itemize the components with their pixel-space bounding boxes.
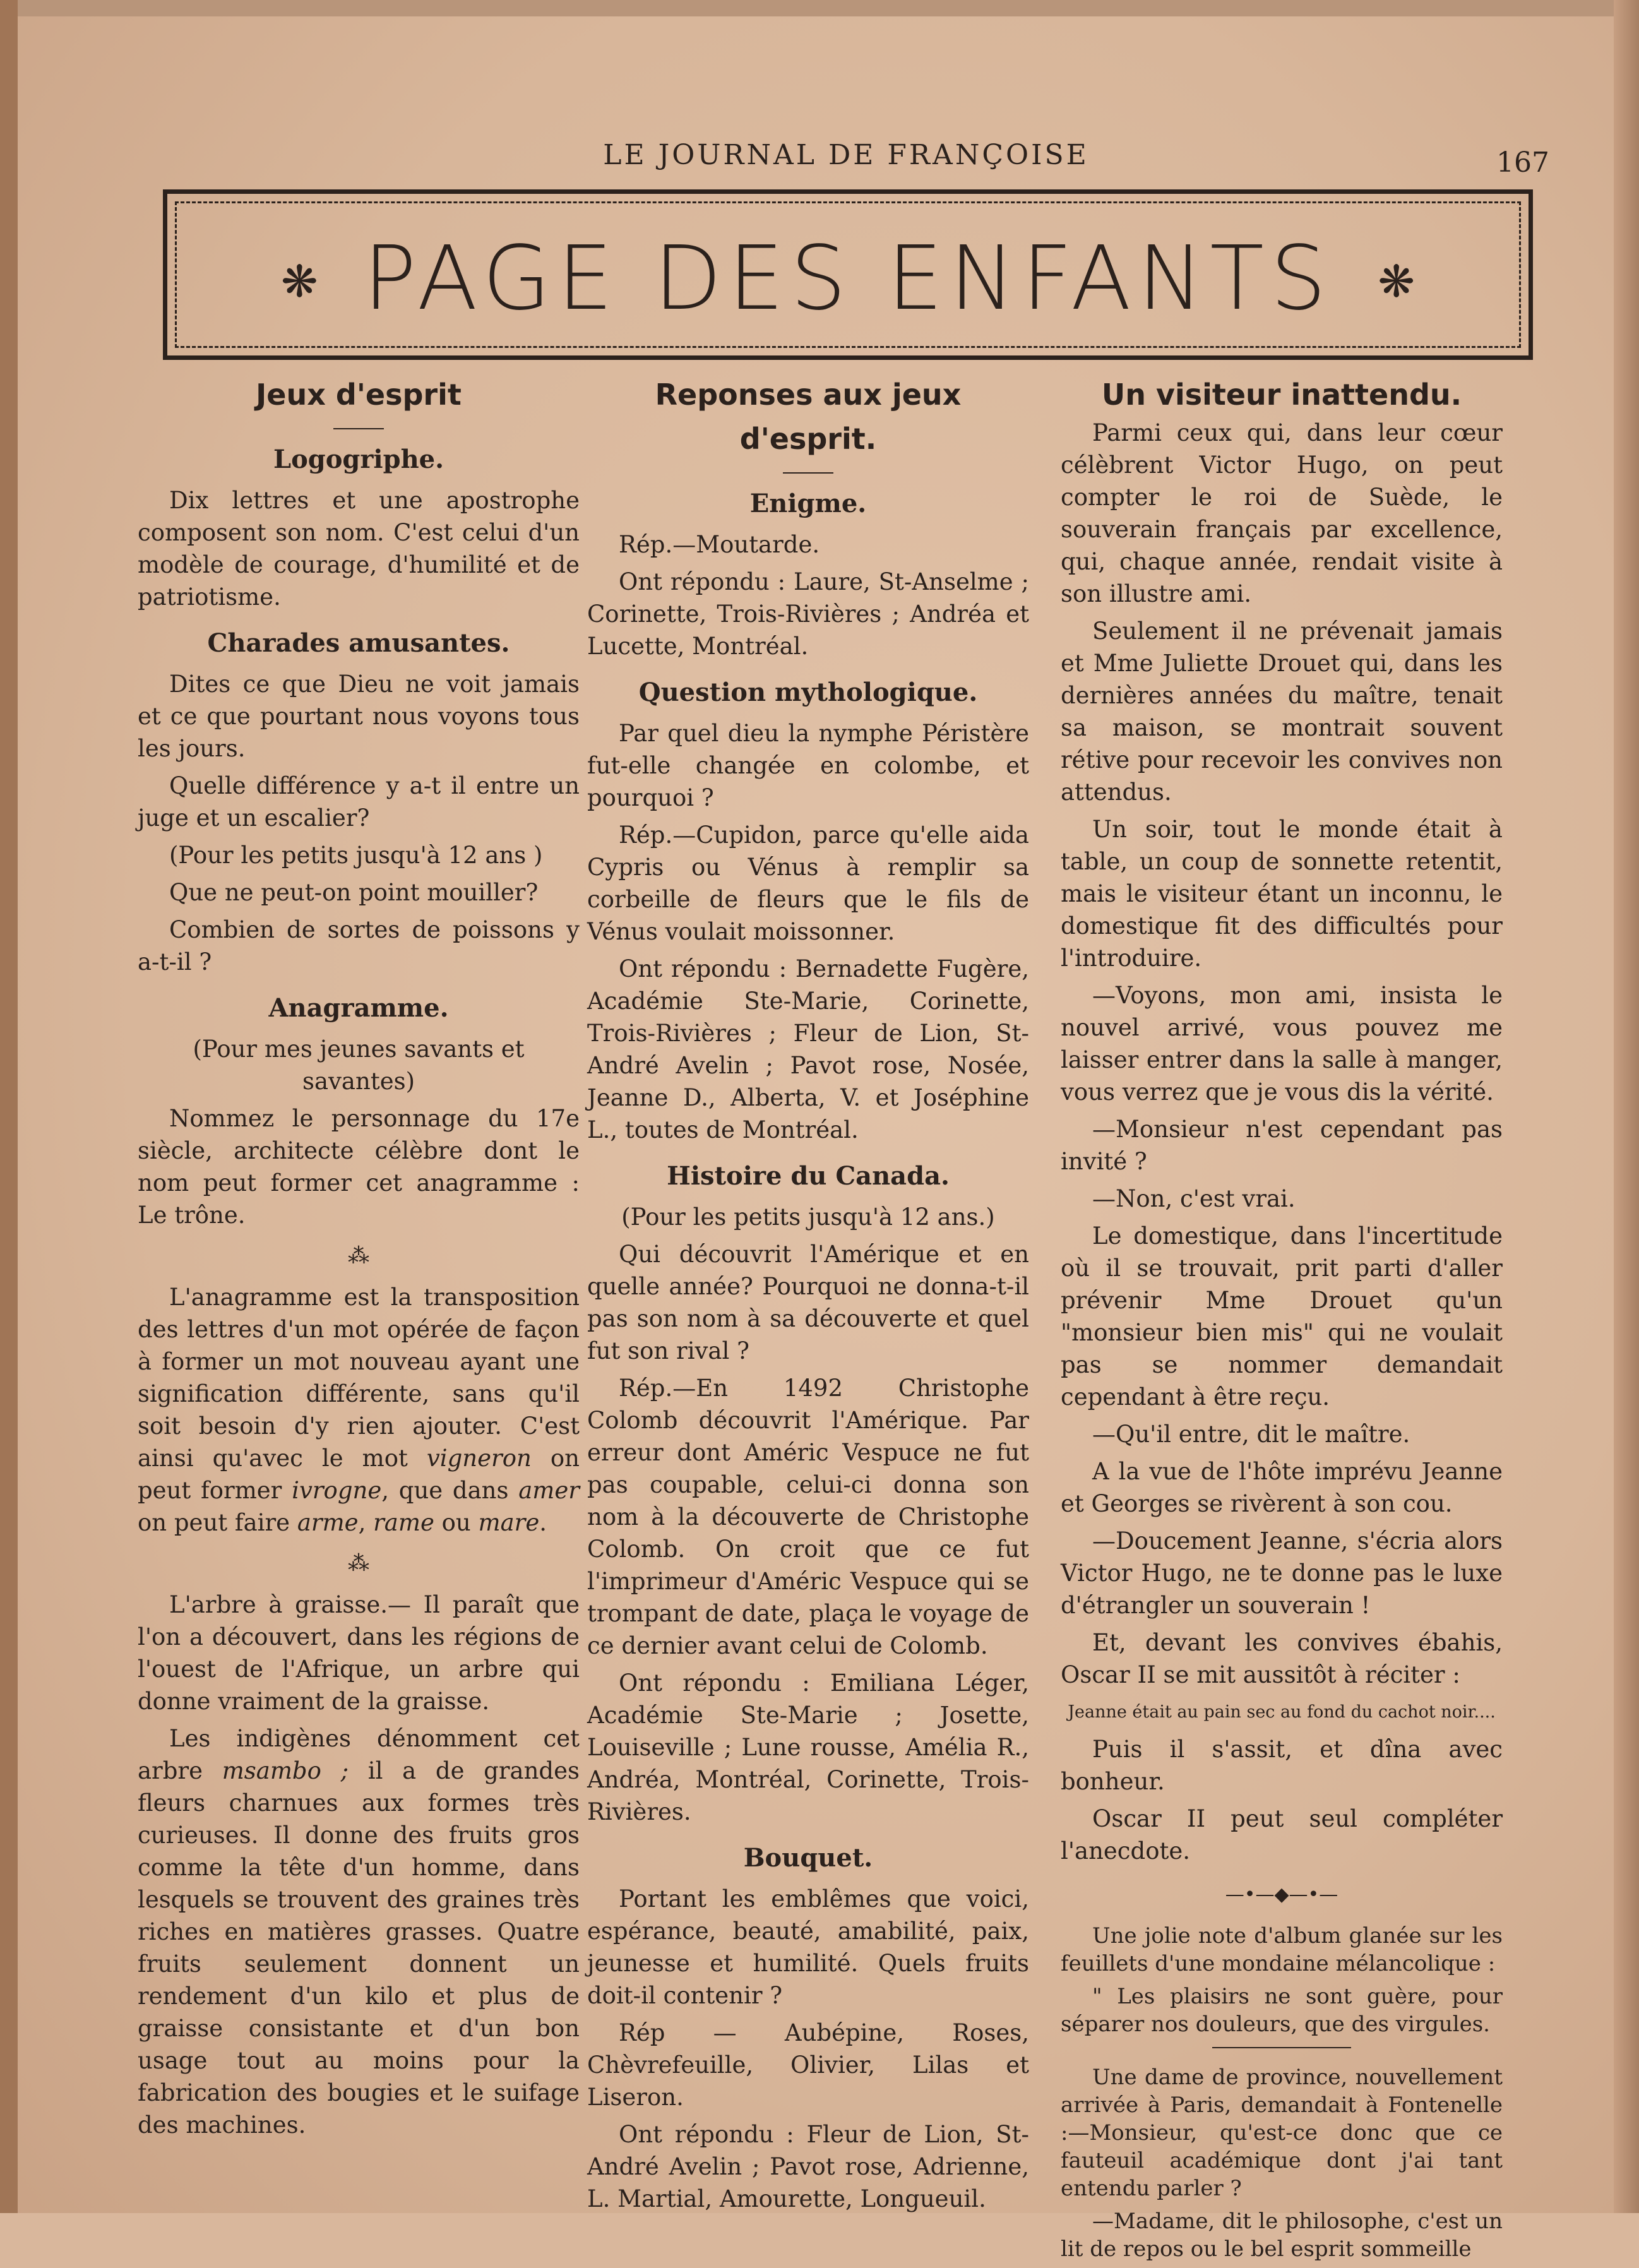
paragraph: (Pour mes jeunes savants et savantes) [193, 1036, 525, 1095]
column-jeux-d-esprit [138, 373, 580, 2146]
paragraph: Ont répondu : Laure, St-Anselme ; Corinette, Trois-Rivières ; Andréa et Lucette, Montréal. [587, 568, 1029, 660]
paragraph: Une dame de province, nouvellement arrivée à Paris, demandait à Fontenelle :—Monsieur, qu'est-ce donc que ce fauteuil académique dont j'ai tant entendu parler ? [1061, 2065, 1503, 2201]
paragraph: (Pour les petits jusqu'à 12 ans ) [169, 842, 543, 869]
paragraph: A la vue de l'hôte imprévu Jeanne et Georges se rivèrent à son cou. [1061, 1458, 1503, 1517]
binding-edge [0, 0, 18, 2213]
paragraph: Ont répondu : Emiliana Léger, Académie Ste-Marie ; Josette, Louiseville ; Lune rousse, Amélia R., Andréa, Montréal, Corinette, Trois-Rivières. [587, 1669, 1029, 1825]
subheading-charades: Charades amusantes. [207, 628, 510, 658]
paragraph: Rép.—Moutarde. [619, 531, 820, 558]
paragraph: Dix lettres et une apostrophe composent son nom. C'est celui d'un modèle de courage, d'humilité et de patriotisme. [138, 487, 580, 611]
paragraph: Parmi ceux qui, dans leur cœur célèbrent Victor Hugo, on peut compter le roi de Suède, le souverain français par excellence, qui, chaque année, rendait visite à son illustre ami. [1061, 419, 1503, 607]
paragraph: Oscar II peut seul compléter l'anecdote. [1061, 1805, 1503, 1865]
subheading-anagramme: Anagramme. [268, 993, 449, 1023]
paragraph: Dites ce que Dieu ne voit jamais et ce que pourtant nous voyons tous les jours. [138, 671, 580, 762]
column-heading: Jeux d'esprit [256, 378, 462, 412]
paragraph: Rép — Aubépine, Roses, Chèvrefeuille, Olivier, Lilas et Liseron. [587, 2019, 1029, 2111]
column-visiteur [1061, 373, 1503, 2268]
running-head: LE JOURNAL DE FRANÇOISE [603, 139, 1089, 171]
paragraph: Par quel dieu la nymphe Péristère fut-elle changée en colombe, et pourquoi ? [587, 720, 1029, 811]
divider [333, 428, 384, 429]
paragraph: Seulement il ne prévenait jamais et Mme Juliette Drouet qui, dans les dernières années du maître, tenait sa maison, se montrait souvent rétive pour recevoir les convives non attendus. [1061, 618, 1503, 806]
paragraph: —Non, c'est vrai. [1092, 1185, 1296, 1212]
paragraph: Rép.—Cupidon, parce qu'elle aida Cypris ou Vénus à remplir sa corbeille de fleurs que le fils de Vénus voulait moissonner. [587, 821, 1029, 945]
ornament-divider: —•—◆—•— [1225, 1883, 1338, 1906]
asterism: ⁂ [348, 1243, 369, 1268]
paragraph: Ont répondu : Fleur de Lion, St-André Avelin ; Pavot rose, Adrienne, L. Martial, Amourette, Longueuil. [587, 2121, 1029, 2212]
top-edge [0, 0, 1639, 16]
paragraph: (Pour les petits jusqu'à 12 ans.) [621, 1203, 995, 1231]
paragraph: —Doucement Jeanne, s'écria alors Victor Hugo, ne te donne pas le luxe d'étrangler un souverain ! [1061, 1527, 1503, 1619]
paragraph: Une jolie note d'album glanée sur les feuillets d'une mondaine mélancolique : [1061, 1923, 1503, 1976]
paragraph: —Monsieur n'est cependant pas invité ? [1061, 1116, 1503, 1175]
subheading-enigme: Enigme. [749, 489, 867, 518]
verse-quote: Jeanne était au pain sec au fond du cachot noir.... [1068, 1702, 1496, 1722]
paragraph: Combien de sortes de poissons y a-t-il ? [138, 916, 580, 976]
paragraph: Rép.—En 1492 Christophe Colomb découvrit l'Amérique. Par erreur dont Améric Vespuce ne fut pas coupable, celui-ci donna son nom à la découverte de Christophe Colomb. On croit que ce fut l'imprimeur d'Améric Vespuce qui se trompant de date, plaça le voyage de ce dernier avant celui de Colomb. [587, 1375, 1029, 1659]
paragraph: Que ne peut-on point mouiller? [169, 879, 539, 906]
column-heading: Un visiteur inattendu. [1101, 378, 1462, 412]
paragraph-anagramme-definition: L'anagramme est la transposition des lettres d'un mot opérée de façon à former un mot nouveau ayant une signification différente, sans qu'il soit besoin d'y rien ajouter. C'est ainsi qu'avec le mot vigneron on peut former ivrogne, que dans amer on peut faire arme, rame ou mare. [138, 1284, 580, 1536]
star-ornament-right: ❋ [1378, 256, 1415, 307]
star-ornament-left: ❋ [281, 256, 318, 307]
paragraph: —Qu'il entre, dit le maître. [1092, 1421, 1410, 1448]
paragraph: L'arbre à graisse.— Il paraît que l'on a découvert, dans les régions de l'ouest de l'Afrique, un arbre qui donne vraiment de la graisse. [138, 1591, 580, 1715]
subheading-logogriphe: Logogriphe. [273, 445, 444, 474]
paragraph: " Les plaisirs ne sont guère, pour séparer nos douleurs, que des virgules. [1061, 1984, 1503, 2037]
paragraph: Qui découvrit l'Amérique et en quelle année? Pourquoi ne donna-t-il pas son nom à sa découverte et quel fut son rival ? [587, 1241, 1029, 1364]
paragraph: Portant les emblêmes que voici, espérance, beauté, amabilité, paix, jeunesse et humilité. Quels fruits doit-il contenir ? [587, 1885, 1029, 2009]
divider [783, 472, 833, 474]
column-reponses [587, 373, 1029, 2220]
section-title: PAGE DES ENFANTS [363, 227, 1333, 330]
paragraph: Nommez le personnage du 17e siècle, architecte célèbre dont le nom peut former cet anagramme : Le trône. [138, 1105, 580, 1229]
section-title-frame [163, 189, 1533, 360]
paragraph: Un soir, tout le monde était à table, un coup de sonnette retentit, mais le visiteur étant un inconnu, le domestique fit des difficultés pour l'introduire. [1061, 816, 1503, 972]
asterism: ⁂ [348, 1551, 369, 1576]
subheading-mythologique: Question mythologique. [638, 677, 978, 707]
page-stack-edge [1614, 0, 1639, 2213]
paragraph: Quelle différence y a-t il entre un juge et un escalier? [138, 772, 580, 832]
column-heading: Reponses aux jeux d'esprit. [655, 378, 962, 456]
paragraph: —Voyons, mon ami, insista le nouvel arrivé, vous pouvez me laisser entrer dans la salle à manger, vous verrez que je vous dis la vérité. [1061, 982, 1503, 1106]
subheading-bouquet: Bouquet. [743, 1843, 873, 1873]
divider [1212, 2047, 1351, 2048]
paragraph: Les indigènes dénomment cet arbre msambo ; il a de grandes fleurs charnues aux formes très curieuses. Il donne des fruits gros comme la tête d'un homme, dans lesquels se trouvent des graines très riches en matières grasses. Quatre fruits seulement donnent un rendement d'un kilo et plus de graisse consistante et d'un bon usage tout au moins pour la fabrication des bougies et le suifage des machines. [138, 1725, 580, 2139]
subheading-histoire: Histoire du Canada. [667, 1161, 950, 1191]
paragraph: —Madame, dit le philosophe, c'est un lit de repos ou le bel esprit sommeille [1061, 2209, 1503, 2262]
paragraph: Ont répondu : Bernadette Fugère, Académie Ste-Marie, Corinette, Trois-Rivières ; Fleur de Lion, St-André Avelin ; Pavot rose, Nosée, Jeanne D., Alberta, V. et Joséphine L., toutes de Montréal. [587, 955, 1029, 1143]
page-number: 167 [1496, 146, 1549, 179]
paragraph: Puis il s'assit, et dîna avec bonheur. [1061, 1736, 1503, 1795]
paragraph: Et, devant les convives ébahis, Oscar II se mit aussitôt à réciter : [1061, 1629, 1503, 1688]
paragraph: Le domestique, dans l'incertitude où il se trouvait, prit parti d'aller prévenir Mme Drouet qu'un "monsieur bien mis" qui ne voulait pas se nommer demandait cependant à être reçu. [1061, 1222, 1503, 1411]
